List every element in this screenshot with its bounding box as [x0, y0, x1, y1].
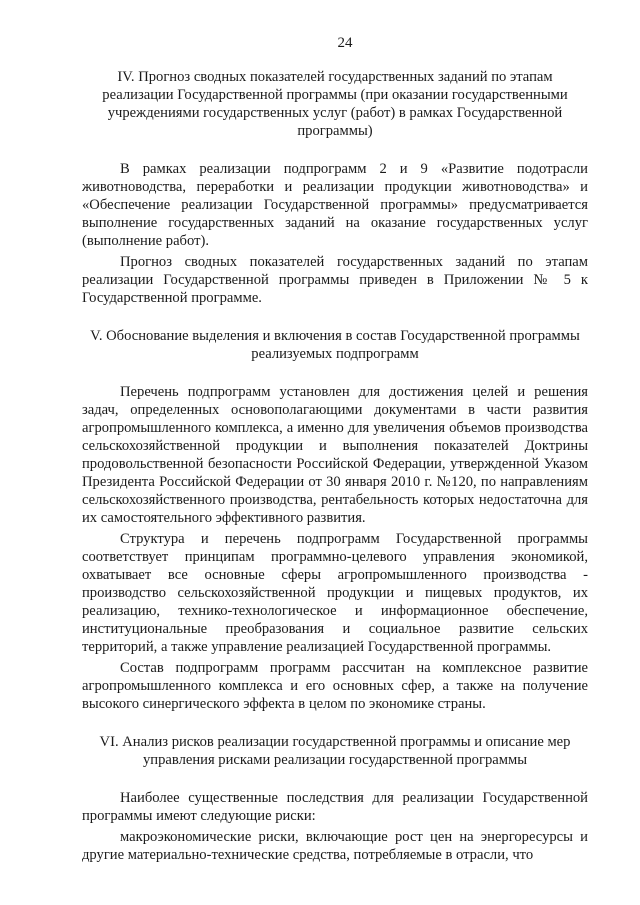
- paragraph: макроэкономические риски, включающие рост цен на энергоресурсы и другие материально-технические средства, потребляемые в отрасли, что: [82, 829, 588, 863]
- section-heading-v: V. Обоснование выделения и включения в состав Государственной программы реализуемых подпрограмм: [90, 328, 580, 362]
- paragraph: Структура и перечень подпрограмм Государственной программы соответствует принципам программно-целевого управления экономикой, охватывает все основные сферы агропромышленного производства - производство сельскохозяйственной продукции и пищевых продуктов, их реализацию, технико-технологическое и информационное обеспечение, институциональные преобразования и социальное развитие сельских территорий, а также управление реализацией Государственной программы.: [82, 531, 588, 655]
- section-heading-vi: VI. Анализ рисков реализации государственной программы и описание мер управления рисками реализации государственной программы: [99, 734, 571, 768]
- paragraph: В рамках реализации подпрограмм 2 и 9 «Развитие подотрасли животноводства, переработки и реализации продукции животноводства» и «Обеспечение реализации Государственной программы» предусматривается выполнение государственных заданий на оказание государственных услуг (выполнение работ).: [82, 161, 588, 249]
- paragraph: Прогноз сводных показателей государственных заданий по этапам реализации Государственной программы приведен в Приложении № 5 к Государственной программе.: [82, 254, 588, 306]
- page-number: 24: [337, 35, 353, 51]
- section-spacer: [82, 713, 588, 733]
- section-heading-iv: IV. Прогноз сводных показателей государственных заданий по этапам реализации Государственной программы (при оказании государственными учреждениями государственных услуг (работ) в рамках Государственной программы): [102, 69, 568, 139]
- section-spacer: [82, 307, 588, 327]
- paragraph: Состав подпрограмм программ рассчитан на комплексное развитие агропромышленного комплекса и его основных сфер, а также на получение высокого синергического эффекта в целом по экономике страны.: [82, 660, 588, 712]
- paragraph: Наиболее существенные последствия для реализации Государственной программы имеют следующие риски:: [82, 790, 588, 824]
- paragraph: Перечень подпрограмм установлен для достижения целей и решения задач, определенных основополагающими документами в части развития агропромышленного комплекса, а именно для увеличения объемов производства сельскохозяйственной продукции и выполнения показателей Доктрины продовольственной безопасности Российской Федерации, утвержденной Указом Президента Российской Федерации от 30 января 2010 г. №120, по направлениям сельскохозяйственного производства, рентабельность которых недостаточна для их самостоятельного эффективного развития.: [82, 384, 588, 526]
